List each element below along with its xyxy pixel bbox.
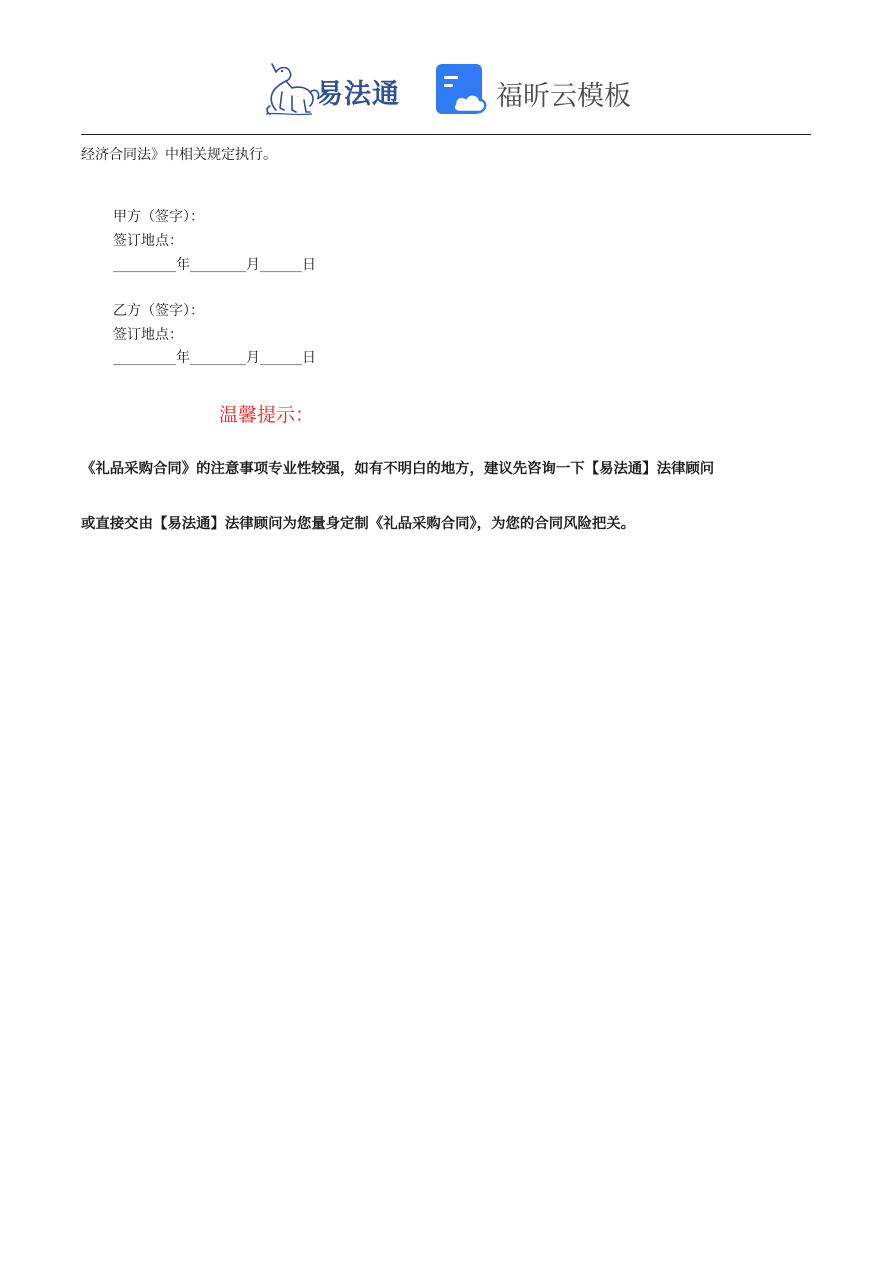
continuation-text: 经济合同法》中相关规定执行。: [81, 147, 277, 163]
party-a-date-line: _________年________月______日: [113, 257, 316, 273]
foxit-brand-text: 福昕云模板: [496, 81, 631, 112]
tip-text-line-1: 《礼品采购合同》的注意事项专业性较强，如有不明白的地方，建议先咨询一下【易法通】法律顾问: [81, 460, 715, 477]
party-b-date-line: _________年________月______日: [113, 350, 316, 366]
header-divider: [81, 134, 811, 135]
party-a-location-label: 签订地点：: [113, 233, 183, 249]
tip-text-line-2: 或直接交由【易法通】法律顾问为您量身定制《礼品采购合同》，为您的合同风险把关。: [81, 515, 636, 532]
unicorn-mascot-icon: [262, 62, 322, 118]
tip-title: 温馨提示：: [219, 404, 315, 426]
page-header: [0, 60, 893, 122]
foxit-cloud-template-logo: [436, 64, 636, 118]
yifatong-brand-text: 易法通: [316, 79, 400, 110]
party-a-signature-label: 甲方（签字）：: [113, 209, 204, 225]
cloud-document-icon: [436, 64, 488, 116]
party-b-location-label: 签订地点：: [113, 327, 183, 343]
yifatong-logo: [262, 62, 412, 118]
party-b-signature-label: 乙方（签字）：: [113, 303, 204, 319]
